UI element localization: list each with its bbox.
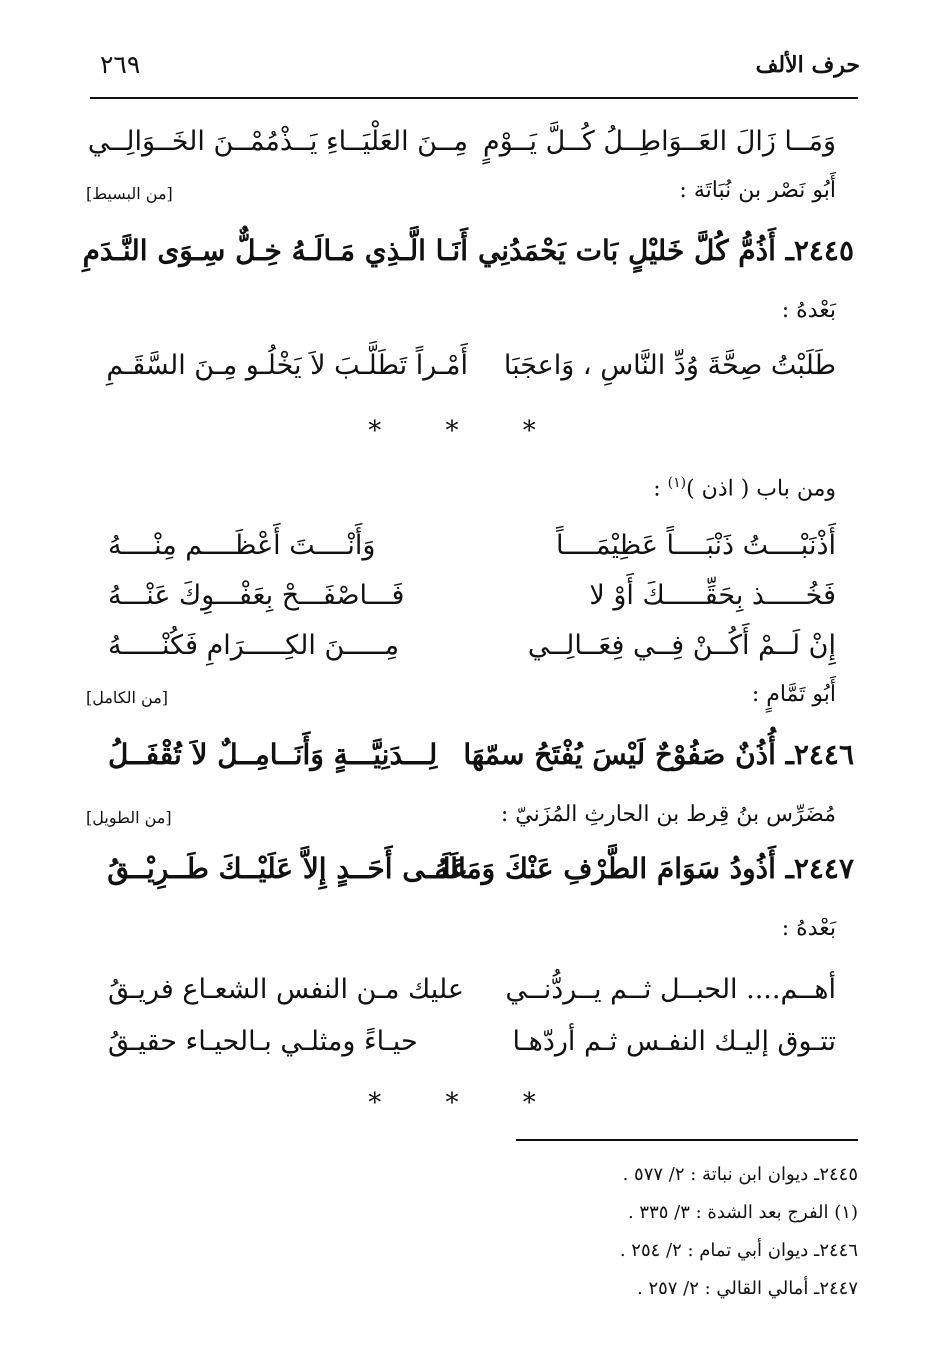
verse-6-first-hemistich: إِنْ لَــمْ أَكُــنْ فِــي فِعَــالِــي bbox=[527, 630, 836, 661]
verse-4-first-hemistich: أَذْنَبْــــتُ ذَنْبَــــاً عَظِيْمَــــاً bbox=[556, 530, 836, 561]
page-number: ٢٦٩ bbox=[100, 50, 141, 79]
header-rule bbox=[90, 97, 858, 99]
footnote: ٢٤٤٦ـ ديوان أبي تمام : ٢/ ٢٥٤ . bbox=[619, 1240, 858, 1261]
section-separator: * * * bbox=[368, 416, 564, 446]
footnote-rule bbox=[516, 1139, 858, 1141]
poet-name: أَبُو نَصْر بن نُبَاتَة : bbox=[679, 178, 836, 203]
meter-label: [من الكامل] bbox=[86, 688, 169, 707]
section-heading-text: ومن باب ( اذن ) bbox=[686, 476, 836, 502]
verse-2447-first-hemistich: ٢٤٤٧ـ أَذُودُ سَوَامَ الطَّرْفِ عَنْكَ وَمَالَهُ bbox=[434, 852, 854, 885]
verse-1-second-hemistich: مِــنَ العَلْيَــاءِ يَــذْمُمْــنَ الخَــوَالِــي bbox=[87, 126, 468, 157]
footnote-ref: (١) bbox=[667, 475, 687, 491]
footnote: ٢٤٤٧ـ أمالي القالي : ٢/ ٢٥٧ . bbox=[636, 1278, 858, 1299]
poet-name: مُضَرِّس بنُ قِرط بن الحارثِ المُزَنيّ : bbox=[500, 802, 836, 827]
verse-9-first-hemistich: أهــم.... الحبــل ثــم يــردُّنــي bbox=[505, 974, 836, 1005]
footnote: ٢٤٤٥ـ ديوان ابن نباتة : ٢/ ٥٧٧ . bbox=[622, 1164, 858, 1185]
poet-name: أَبُو تَمَّامٍ : bbox=[751, 682, 836, 707]
section-heading-colon: : bbox=[653, 476, 661, 502]
verse-2446-first-hemistich: ٢٤٤٦ـ أُذُنٌ صَفُوْحٌ لَيْسَ يُفْتَحُ سمّهَا bbox=[463, 738, 854, 771]
verse-2447-second-hemistich: عَلَــى أَحَــدٍ إِلاَّ عَلَيْــكَ طَــرِيْــقُ bbox=[107, 852, 468, 885]
verse-9-second-hemistich: عليك مـن النفس الشعـاع فريـقُ bbox=[108, 974, 464, 1005]
verse-1-first-hemistich: وَمَــا زَالَ العَــوَاطِــلُ كُــلَّ يَــوْمٍ bbox=[483, 126, 836, 157]
verse-2446-second-hemistich: لِـــدَنِيَّـــةٍ وَأَنَــامِــلٌ لاَ تُقْفَــلُ bbox=[108, 738, 438, 771]
verse-5-second-hemistich: فَـــاصْفَـــحْ بِعَفْـــوِكَ عَنْـــهُ bbox=[108, 580, 405, 611]
meter-label: [من الطويل] bbox=[86, 808, 172, 827]
verse-2445-first-hemistich: ٢٤٤٥ـ أَذُمُّ كُلَّ خَليْلٍ بَات يَحْمَدُنِي bbox=[477, 234, 854, 267]
verse-10-first-hemistich: تتـوق إليـك النفـس ثـم أردّهـا bbox=[512, 1026, 836, 1057]
after-label: بَعْدهُ : bbox=[781, 916, 836, 941]
chapter-title: حرف الألف bbox=[755, 52, 860, 78]
after-label: بَعْدهُ : bbox=[781, 298, 836, 323]
verse-10-second-hemistich: حيـاءً ومثلـي بـالحيـاء حقيـقُ bbox=[108, 1026, 418, 1057]
verse-3-second-hemistich: أَمْـراً تَطَلَّـبَ لاَ يَخْلُـو مِـنَ السَّقَـمِ bbox=[106, 350, 468, 381]
verse-6-second-hemistich: مِـــــنَ الكِـــــرَامِ فَكُنْـــــهُ bbox=[108, 630, 400, 661]
verse-5-first-hemistich: فَخُـــــذ بِحَقِّـــــكَ أَوْ لا bbox=[589, 580, 836, 611]
section-heading bbox=[653, 475, 836, 501]
verse-2445-second-hemistich: أَنَـا الَّـذِي مَـالَـهُ خِـلٌّ سِـوَى النَّـدَمِ bbox=[82, 234, 468, 267]
verse-3-first-hemistich: طَلَبْتُ صِحَّةَ وُدِّ النَّاسِ ، وَاعجَبَا bbox=[503, 350, 836, 381]
footnote: (١) الفرج بعد الشدة : ٣/ ٣٣٥ . bbox=[627, 1202, 858, 1223]
verse-4-second-hemistich: وَأَنْــــتَ أَعْظَــــم مِنْــــهُ bbox=[108, 530, 376, 561]
section-separator: * * * bbox=[368, 1088, 564, 1118]
meter-label: [من البسيط] bbox=[86, 184, 173, 203]
